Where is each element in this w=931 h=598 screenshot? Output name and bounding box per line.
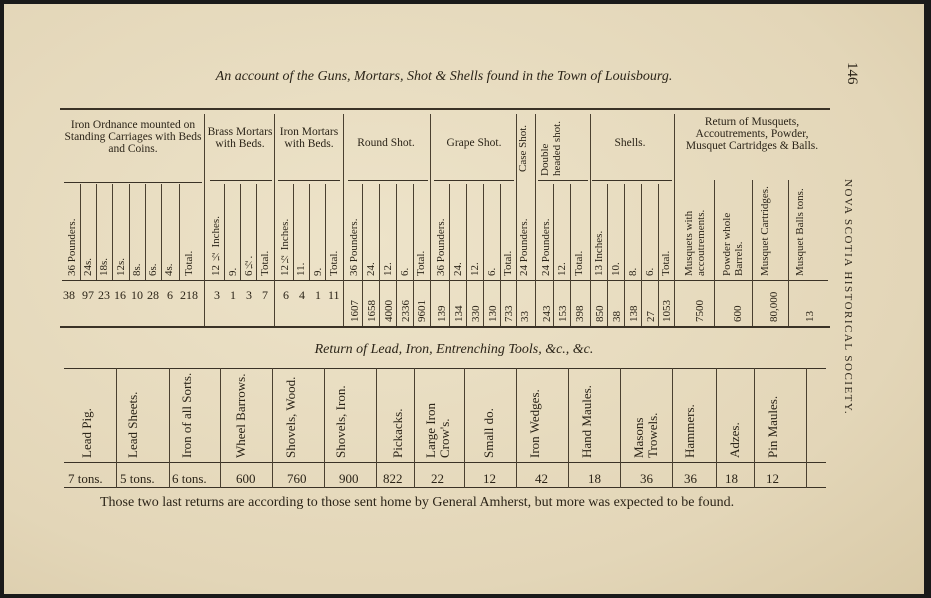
sub-rule: [64, 182, 202, 183]
value-cell: 600: [732, 305, 744, 322]
values-rule: [64, 462, 826, 463]
group-brass-mortars: Brass Mortars with Beds.: [207, 126, 273, 150]
col-divider: [116, 368, 117, 488]
col-divider: [624, 184, 625, 326]
col-header: 6.: [644, 267, 656, 276]
col-header: Total.: [183, 250, 195, 276]
col-header: 24.: [365, 262, 377, 276]
page-title: An account of the Guns, Mortars, Shot & Shells found in the Town of Louisbourg.: [215, 69, 673, 84]
value-cell: 900: [339, 471, 359, 486]
table-bottom-rule: [60, 326, 830, 328]
col-header: Small do.: [481, 408, 496, 458]
value-cell: 18: [725, 471, 738, 486]
col-header: Large Iron Crow's.: [423, 403, 452, 458]
value-cell: 16: [114, 288, 126, 302]
col-header: 9.: [312, 267, 324, 276]
col-divider: [362, 184, 363, 326]
col-header: Total.: [573, 250, 585, 276]
value-cell: 134: [453, 305, 465, 322]
value-cell: 1: [315, 288, 321, 302]
value-cell: 7 tons.: [68, 471, 103, 486]
value-cell: 850: [594, 305, 606, 322]
col-header: 18s.: [98, 257, 110, 276]
value-cell: 4: [299, 288, 305, 302]
value-cell: 6: [167, 288, 173, 302]
value-cell: 36: [684, 471, 697, 486]
value-cell: 398: [574, 305, 586, 322]
col-divider: [607, 184, 608, 326]
lead-table-title: Return of Lead, Iron, Entrenching Tools, &c., &c.: [314, 342, 594, 357]
col-header: 12½ Inches.: [279, 218, 291, 276]
col-divider: [220, 368, 221, 488]
col-header: Musquet Cartridges.: [759, 186, 771, 276]
col-divider: [376, 368, 377, 488]
col-header: 10.: [610, 262, 622, 276]
col-header: Total.: [259, 250, 271, 276]
col-header: 6.: [486, 267, 498, 276]
value-cell: 139: [436, 305, 448, 322]
col-header: Total.: [502, 250, 514, 276]
col-header: 6.: [399, 267, 411, 276]
col-header: 8.: [627, 267, 639, 276]
col-header: 6s.: [147, 263, 159, 276]
value-cell: 18: [588, 471, 601, 486]
value-cell: 1053: [661, 300, 673, 322]
col-divider: [129, 184, 130, 280]
col-divider: [240, 184, 241, 280]
col-divider: [620, 368, 621, 488]
value-cell: 130: [487, 305, 499, 322]
col-divider: [112, 184, 113, 280]
value-cell: 6: [283, 288, 289, 302]
value-cell: 760: [287, 471, 307, 486]
value-cell: 80,000: [768, 291, 780, 322]
col-divider: [145, 184, 146, 280]
value-cell: 5 tons.: [120, 471, 155, 486]
value-cell: 1658: [366, 300, 378, 322]
col-divider: [568, 368, 569, 488]
col-header: 36 Pounders.: [348, 218, 360, 276]
col-divider: [788, 180, 789, 326]
sub-rule: [592, 180, 672, 181]
group-divider: [274, 114, 275, 326]
col-header: 36 Pounders.: [435, 218, 447, 276]
col-divider: [464, 368, 465, 488]
value-cell: 12: [766, 471, 779, 486]
col-header: Iron of all Sorts.: [179, 372, 194, 458]
col-divider: [716, 368, 717, 488]
col-divider: [714, 180, 715, 326]
col-divider: [752, 180, 753, 326]
col-header: 12 ½ Inches.: [210, 216, 222, 276]
col-header: 12s.: [115, 257, 127, 276]
group-musquets: Return of Musquets, Accoutrements, Powder, Musquet Cartridges & Balls.: [685, 116, 819, 152]
value-cell: 7: [262, 288, 268, 302]
col-divider: [553, 184, 554, 326]
value-cell: 3: [246, 288, 252, 302]
col-divider: [324, 368, 325, 488]
value-cell: 28: [147, 288, 159, 302]
col-divider: [672, 368, 673, 488]
col-header: Hand Maules.: [579, 385, 594, 458]
value-cell: 138: [628, 305, 640, 322]
sub-rule: [434, 180, 514, 181]
value-cell: 153: [557, 305, 569, 322]
col-header: Total.: [660, 250, 672, 276]
group-divider: [535, 114, 536, 326]
col-divider: [570, 184, 571, 326]
value-cell: 33: [519, 311, 531, 322]
value-cell: 1: [230, 288, 236, 302]
group-divider: [590, 114, 591, 326]
col-header: 9.: [227, 267, 239, 276]
value-cell: 23: [98, 288, 110, 302]
col-header: Lead Sheets.: [125, 391, 140, 458]
value-cell: 218: [180, 288, 198, 302]
col-header: Wheel Barrows.: [233, 373, 248, 458]
col-header: 12.: [382, 262, 394, 276]
value-cell: 2336: [400, 300, 412, 322]
col-divider: [161, 184, 162, 280]
col-divider: [256, 184, 257, 280]
group-divider: [516, 114, 517, 326]
group-double-headed: Double headed shot.: [539, 121, 563, 176]
col-divider: [806, 368, 807, 488]
group-divider: [674, 114, 675, 326]
group-divider: [343, 114, 344, 326]
value-cell: 6 tons.: [172, 471, 207, 486]
value-cell: 22: [431, 471, 444, 486]
value-cell: 243: [541, 305, 553, 322]
value-cell: 9601: [416, 300, 428, 322]
col-header: 4s.: [163, 263, 175, 276]
group-grape-shot: Grape Shot.: [446, 137, 502, 149]
value-cell: 36: [640, 471, 653, 486]
value-cell: 330: [470, 305, 482, 322]
value-cell: 27: [645, 311, 657, 322]
col-divider: [658, 184, 659, 326]
col-header: 12.: [556, 262, 568, 276]
value-cell: 4000: [383, 300, 395, 322]
value-cell: 7500: [694, 300, 706, 322]
col-header: Total.: [415, 250, 427, 276]
col-header: Hammers.: [682, 404, 697, 458]
col-header: Adzes.: [727, 422, 742, 458]
group-case-shot: Case Shot.: [517, 124, 529, 172]
col-divider: [516, 368, 517, 488]
col-header: Musquet Balls tons.: [794, 188, 806, 276]
col-divider: [293, 184, 294, 280]
value-cell: 10: [131, 288, 143, 302]
col-header: 8s.: [131, 263, 143, 276]
col-header: Pickacks.: [390, 408, 405, 458]
col-divider: [413, 184, 414, 326]
col-header: Lead Pig.: [79, 408, 94, 458]
col-header: 6½.: [243, 255, 255, 276]
col-divider: [500, 184, 501, 326]
col-divider: [379, 184, 380, 326]
col-header: 24s.: [82, 257, 94, 276]
group-divider: [430, 114, 431, 326]
col-header: 13 Inches.: [593, 230, 605, 276]
col-divider: [179, 184, 180, 280]
value-cell: 1607: [349, 300, 361, 322]
col-header: Masons Trowels.: [631, 412, 660, 458]
sub-rule: [538, 180, 588, 181]
value-cell: 11: [328, 288, 340, 302]
col-divider: [754, 368, 755, 488]
col-header: Shovels, Wood.: [283, 376, 298, 458]
group-shells: Shells.: [614, 137, 646, 149]
col-divider: [169, 368, 170, 488]
footnote: Those two last returns are according to those sent home by General Amherst, but more was expected to be found.: [100, 495, 735, 510]
group-iron-ordnance: Iron Ordnance mounted on Standing Carriages with Beds and Coins.: [64, 119, 202, 155]
value-cell: 600: [236, 471, 256, 486]
value-cell: 97: [82, 288, 94, 302]
col-divider: [414, 368, 415, 488]
col-divider: [224, 184, 225, 280]
value-cell: 3: [214, 288, 220, 302]
table-bottom-rule: [64, 487, 826, 488]
col-header: 24 Pounders.: [518, 218, 530, 276]
col-header: 24.: [452, 262, 464, 276]
col-divider: [80, 184, 81, 280]
value-cell: 13: [804, 311, 816, 322]
col-header: 36 Pounders.: [66, 218, 78, 276]
col-header: Powder whole Barrels.: [721, 212, 745, 276]
value-cell: 42: [535, 471, 548, 486]
col-divider: [449, 184, 450, 326]
group-round-shot: Round Shot.: [357, 137, 415, 149]
value-cell: 38: [63, 288, 75, 302]
table-top-rule: [60, 108, 830, 110]
col-header: Iron Wedges.: [527, 389, 542, 458]
col-header: 12.: [469, 262, 481, 276]
col-divider: [641, 184, 642, 326]
col-header: Pin Maules.: [765, 395, 780, 458]
col-divider: [396, 184, 397, 326]
group-iron-mortars: Iron Mortars with Beds.: [279, 126, 339, 150]
col-divider: [466, 184, 467, 326]
sub-rule: [210, 180, 272, 181]
value-cell: 38: [611, 311, 623, 322]
group-divider: [204, 114, 205, 326]
sub-rule: [348, 180, 428, 181]
col-divider: [309, 184, 310, 280]
col-divider: [96, 184, 97, 280]
col-header: Musquets with accoutrements.: [683, 209, 707, 276]
sub-rule: [278, 180, 340, 181]
col-header: 11.: [295, 262, 307, 276]
col-divider: [325, 184, 326, 280]
col-divider: [272, 368, 273, 488]
document-page: [4, 4, 924, 594]
value-cell: 12: [483, 471, 496, 486]
col-divider: [483, 184, 484, 326]
col-header: 24 Pounders.: [540, 218, 552, 276]
table-top-rule: [64, 368, 826, 369]
value-cell: 733: [503, 305, 515, 322]
page-number: 146: [844, 62, 860, 85]
running-head: NOVA SCOTIA HISTORICAL SOCIETY.: [842, 179, 854, 416]
value-cell: 822: [383, 471, 403, 486]
col-header: Shovels, Iron.: [333, 385, 348, 458]
col-header: Total.: [328, 250, 340, 276]
